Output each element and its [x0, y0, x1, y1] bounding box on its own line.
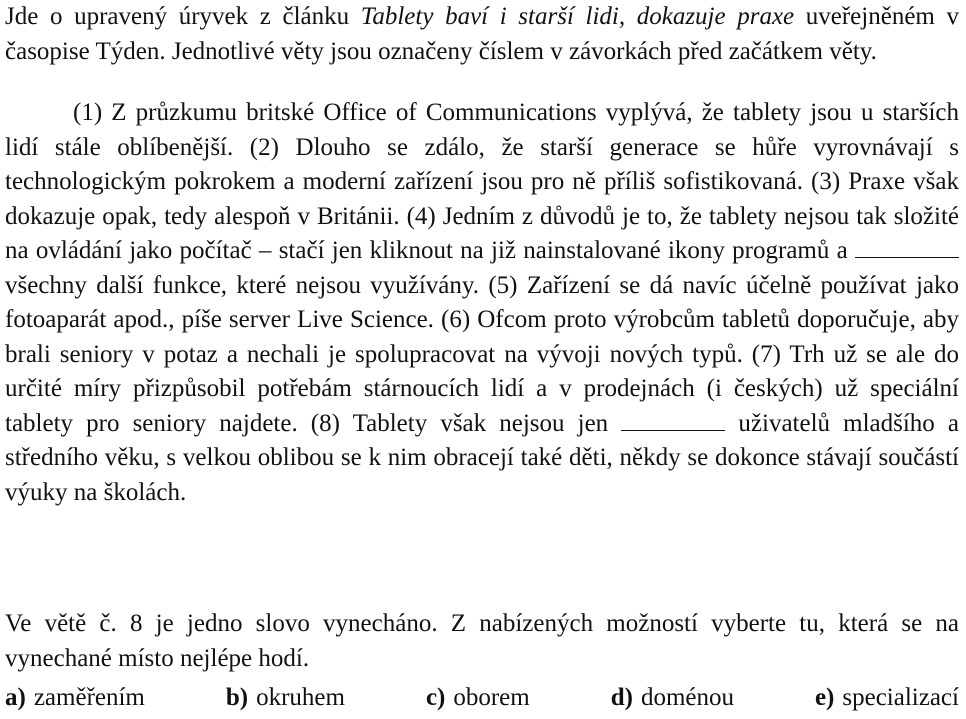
- option-b[interactable]: [226, 681, 345, 715]
- option-text: zaměřením: [33, 684, 145, 711]
- blank-1: [855, 237, 959, 258]
- option-letter: c): [425, 684, 446, 711]
- article-excerpt: [5, 96, 959, 510]
- excerpt-part-2: všechny další funkce, které nejsou využívány. (5) Zařízení se dá navíc účelně používat jako fotoaparát apod., píše server Live Science. (6) Ofcom proto výrobcům tabletů doporučuje, aby brali seniory v potaz a nechali je spolupracovat na vývoji nových typů. (7) Trh už se ale do určité míry přizpůsobil potřebám stárnoucích lidí a v prodejnách (i českých) už speciální tablety pro seniory najdete. (8) Tablety však nejsou jen: [5, 271, 959, 437]
- intro-after-title: uveřejněném v časopise Týden. Jednotlivé věty jsou označeny číslem v závorkách před začátkem věty.: [5, 3, 959, 65]
- option-text: oborem: [453, 684, 530, 711]
- intro-before-title: Jde o upravený úryvek z článku: [5, 3, 361, 30]
- question-text: Ve větě č. 8 je jedno slovo vynecháno. Z nabízených možností vyberte tu, která se na vynechané místo nejlépe hodí.: [5, 610, 959, 672]
- intro-paragraph: [5, 0, 959, 69]
- option-letter: a): [5, 684, 26, 711]
- answer-options: [5, 681, 959, 715]
- option-text: doménou: [640, 684, 734, 711]
- option-letter: e): [814, 684, 835, 711]
- option-text: okruhem: [256, 684, 345, 711]
- excerpt-part-3: uživatelů mladšího a středního věku, s velkou oblibou se k nim obracejí také děti, někdy se dokonce stávají součástí výuky na školách.: [5, 409, 960, 506]
- option-letter: b): [225, 684, 249, 711]
- option-c[interactable]: [426, 681, 530, 715]
- option-d[interactable]: [611, 681, 734, 715]
- option-letter: d): [610, 684, 633, 711]
- excerpt-part-1: (1) Z průzkumu britské Office of Communications vyplývá, že tablety jsou u starších lidí stále oblíbenější. (2) Dlouho se zdálo, že starší generace se hůře vyrovnávají s technologickým pokrokem a moderní zařízení jsou pro ně příliš sofistikovaná. (3) Praxe však dokazuje opak, tedy alespoň v Británii. (4) Jedním z důvodů je to, že tablety nejsou tak složité na ovládání jako počítač – stačí jen kliknout na již nainstalované ikony programů a: [5, 99, 959, 264]
- option-a[interactable]: [5, 681, 145, 715]
- option-e[interactable]: [815, 681, 959, 715]
- article-title: Tablety baví i starší lidi, dokazuje praxe: [360, 3, 795, 30]
- blank-2: [621, 410, 725, 431]
- option-text: specializací: [842, 684, 959, 711]
